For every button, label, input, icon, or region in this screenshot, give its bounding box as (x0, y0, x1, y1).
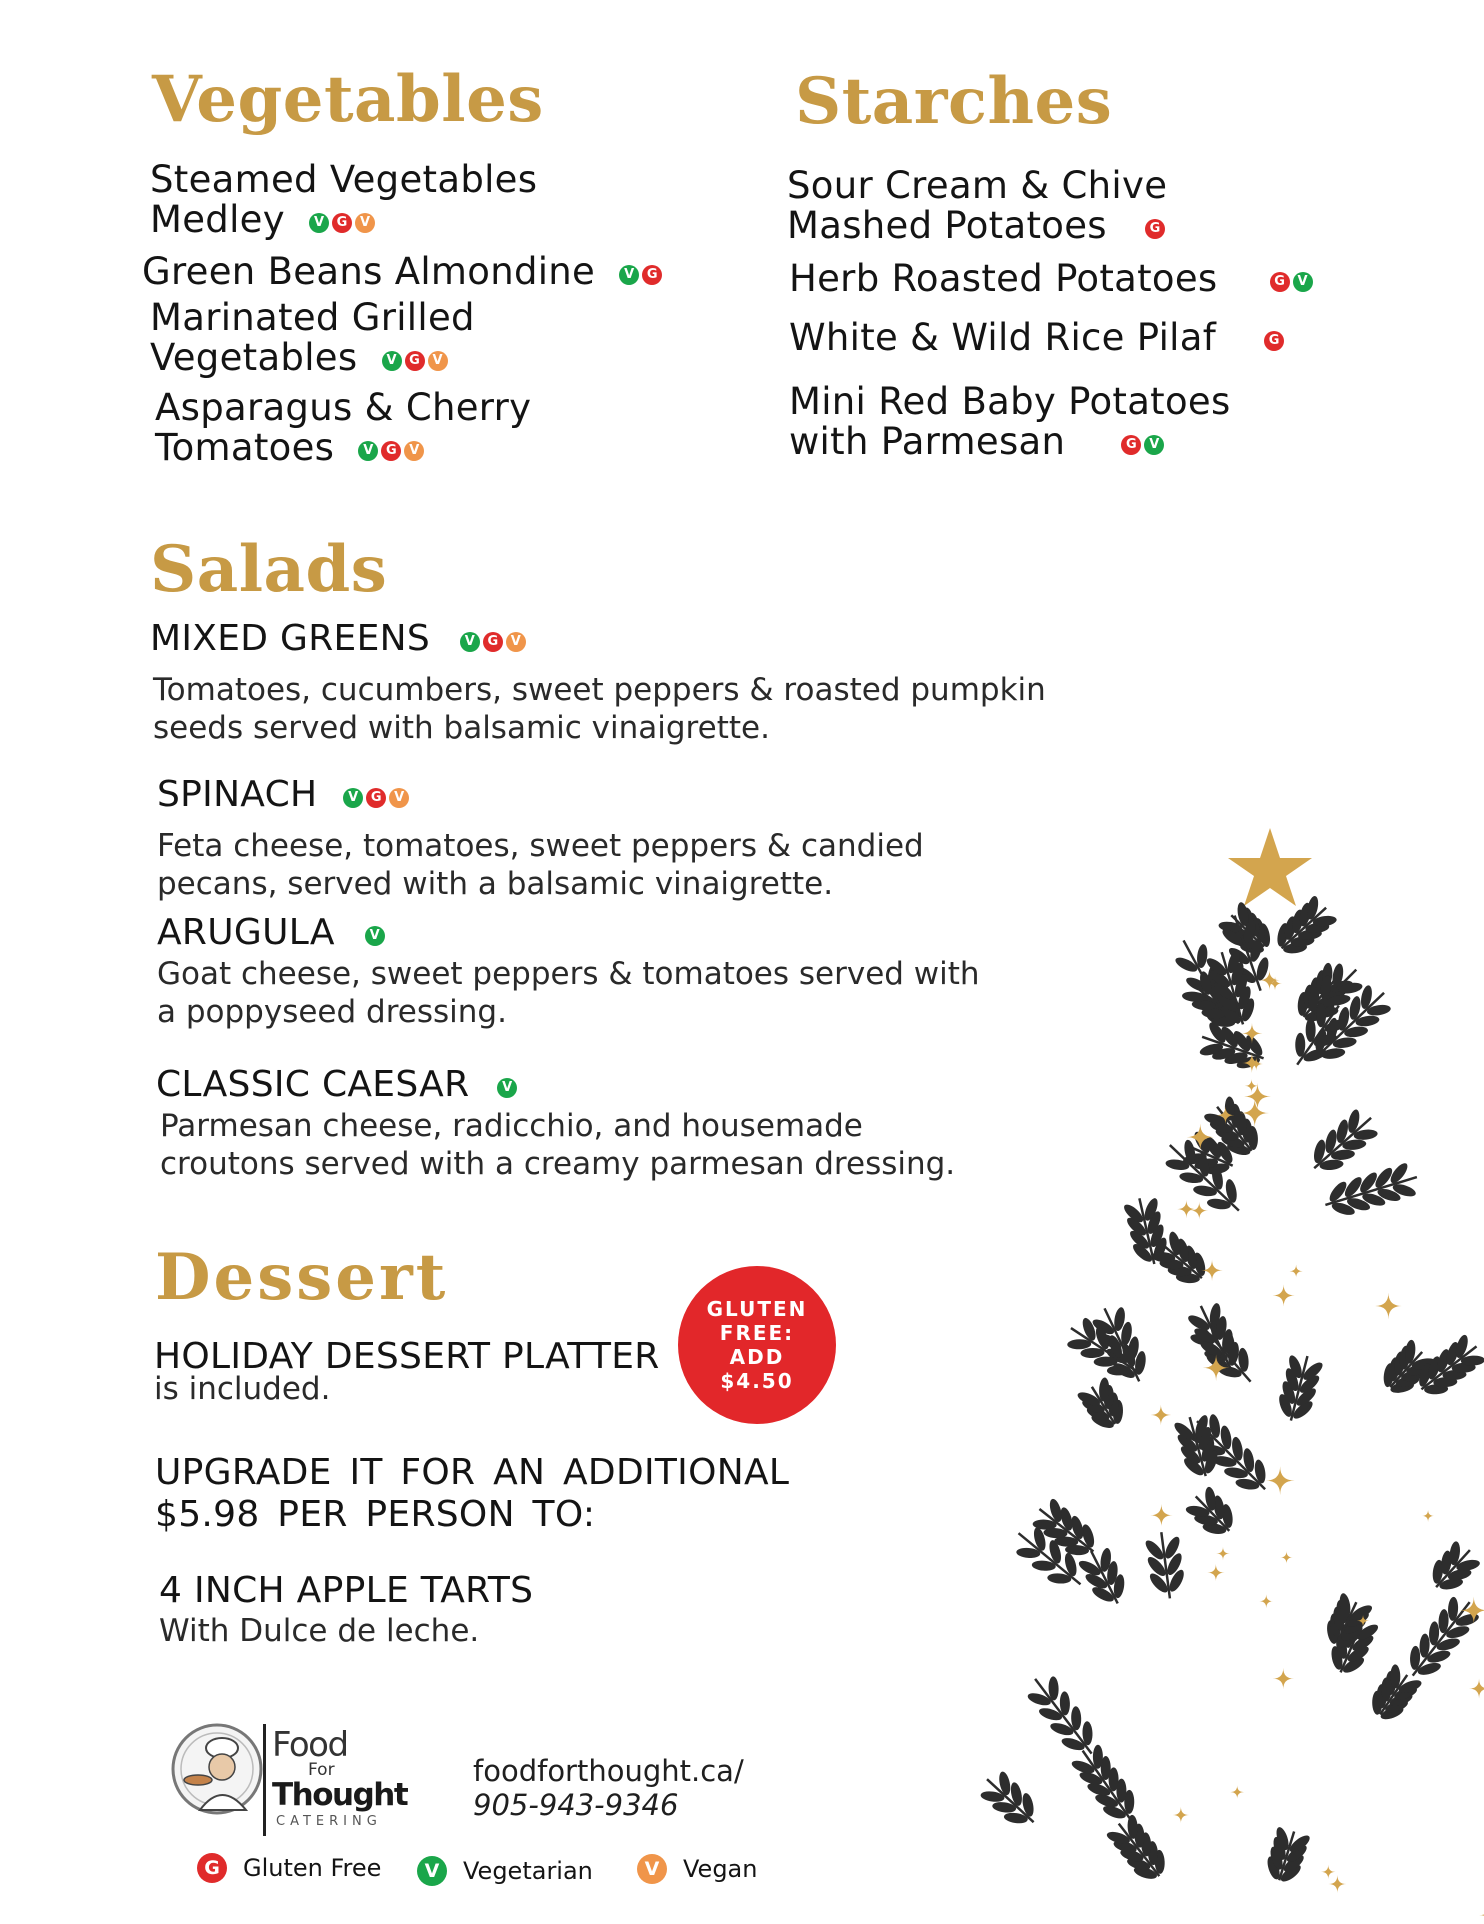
tree-branch (1181, 1482, 1244, 1545)
salad-spinach: SPINACH V G V Feta cheese, tomatoes, sweet peppers & candied pecans, served with a balsamic vinaigrette. (157, 774, 924, 902)
sparkle-star-icon (1273, 1668, 1294, 1689)
sparkle-star-icon (1321, 1865, 1336, 1880)
menu-item-steamed-vegetables: Steamed Vegetables Medley V G V (150, 158, 538, 241)
dessert-upgrade: UPGRADE IT FOR AN ADDITIONAL $5.98 PER PERSON TO: (155, 1452, 790, 1535)
tree-leaf (1416, 1661, 1442, 1678)
diet-badges (1264, 320, 1287, 360)
diet-badges (365, 914, 388, 955)
legend-gluten-free: G Gluten Free (197, 1853, 381, 1883)
diet-badges (1270, 261, 1316, 301)
vegetarian-icon: V (309, 213, 329, 233)
christmas-tree-illustration (940, 820, 1484, 1920)
gluten-free-icon: G (366, 788, 386, 808)
menu-item-green-beans: Green Beans Almondine V G (142, 252, 665, 294)
diet-badges (460, 620, 529, 661)
gluten-free-icon: G (1270, 272, 1290, 292)
diet-badges (358, 430, 427, 470)
vegetarian-icon: V (1144, 435, 1164, 455)
tree-branch (1196, 1018, 1271, 1077)
vegetarian-icon: V (365, 926, 385, 946)
sparkle-star-icon (1201, 1260, 1222, 1281)
vegetarian-icon: V (497, 1078, 517, 1098)
tree-leaf (1306, 1018, 1316, 1042)
sparkle-star-icon (1266, 1466, 1295, 1495)
tree-branch (1281, 994, 1355, 1076)
tree-leaf (1335, 1118, 1350, 1144)
sparkle-star-icon (1173, 1807, 1189, 1823)
starches-heading: Starches (795, 64, 1113, 139)
vegetarian-icon: V (358, 441, 378, 461)
tree-branch (973, 1765, 1047, 1837)
gluten-free-icon: G (405, 351, 425, 371)
tree-leaf (1323, 1128, 1338, 1154)
dessert-platter: HOLIDAY DESSERT PLATTER is included. (154, 1336, 660, 1407)
gluten-free-icon: G (642, 265, 662, 285)
diet-badges (343, 776, 412, 817)
tree-leaf (1316, 1003, 1326, 1027)
tree-leaf (1049, 1721, 1075, 1738)
sparkle-star-icon (1280, 1551, 1293, 1564)
sparkle-star-icon (1216, 1547, 1230, 1561)
diet-badges (382, 340, 451, 380)
legend-vegetarian: V Vegetarian (417, 1856, 593, 1886)
tree-branch (1266, 891, 1341, 965)
sparkle-star-icon (1479, 1902, 1484, 1920)
tree-leaf (1063, 1552, 1079, 1578)
tree-leaf (1426, 1648, 1452, 1665)
sparkle-star-icon (1273, 1284, 1295, 1306)
vegan-icon: V (506, 632, 526, 652)
vegan-icon: V (428, 351, 448, 371)
vegetarian-icon: V (382, 351, 402, 371)
tree-branch (1102, 1810, 1176, 1890)
menu-item-herb-roasted-potatoes: Herb Roasted Potatoes G V (789, 259, 1316, 301)
phone-number: 905-943-9346 (473, 1788, 679, 1822)
tree-branch (1301, 1103, 1384, 1183)
sparkle-star-icon (1190, 1202, 1208, 1220)
tree-leaf (1435, 1636, 1461, 1653)
gluten-free-icon: G (332, 213, 352, 233)
vegetarian-icon: V (417, 1856, 447, 1886)
salad-arugula: ARUGULA V Goat cheese, sweet peppers & tomatoes served with a poppyseed dressing. (157, 912, 980, 1030)
menu-item-rice-pilaf: White & Wild Rice Pilaf G (789, 318, 1287, 360)
sparkle-star-icon (1177, 1200, 1195, 1218)
tree-leaf (1093, 1745, 1103, 1769)
tree-leaf (1060, 1736, 1086, 1753)
logo-divider (263, 1724, 266, 1836)
sparkle-star-icon (1151, 1405, 1172, 1426)
gluten-free-icon: G (381, 441, 401, 461)
sparkle-star-icon (1150, 1504, 1173, 1527)
sparkle-star-icon (1230, 1785, 1244, 1799)
tree-branch (1421, 1536, 1484, 1600)
website-link[interactable]: foodforthought.ca/ (473, 1754, 744, 1788)
brand-logo: Food For Thought CATERING (272, 1725, 408, 1829)
salads-heading: Salads (150, 532, 388, 607)
vegan-icon: V (404, 441, 424, 461)
sparkle-star-icon (1328, 1875, 1346, 1893)
gluten-free-icon: G (197, 1853, 227, 1883)
vegan-icon: V (637, 1854, 667, 1884)
vegetarian-icon: V (619, 265, 639, 285)
diet-badges (1121, 424, 1167, 464)
legend-vegan: V Vegan (637, 1854, 757, 1884)
vegetarian-icon: V (343, 788, 363, 808)
tree-branch (1272, 1351, 1327, 1425)
sparkle-star-icon (1244, 1083, 1271, 1110)
tree-leaf (1346, 1108, 1361, 1134)
gluten-free-icon: G (1264, 331, 1284, 351)
tree-leaf (1295, 1033, 1305, 1057)
vegan-icon: V (355, 213, 375, 233)
diet-badges (1145, 208, 1168, 248)
tree-branch (1397, 1590, 1484, 1688)
menu-item-mashed-potatoes: Sour Cream & Chive Mashed Potatoes G (787, 164, 1168, 247)
tree-leaf (1445, 1624, 1471, 1641)
salad-classic-caesar: CLASSIC CAESAR V Parmesan cheese, radicchio, and housemade croutons served with a creamy parmesan dressing. (156, 1064, 956, 1182)
sparkle-star-icon (1375, 1293, 1402, 1320)
sparkle-star-icon (1469, 1679, 1484, 1699)
diet-badges (619, 254, 665, 294)
diet-badges (309, 202, 378, 242)
tree-leaf (1312, 1139, 1327, 1165)
chef-logo-icon (170, 1722, 265, 1817)
tree-leaf (1038, 1706, 1064, 1723)
menu-item-grilled-vegetables: Marinated Grilled Vegetables V G V (150, 296, 475, 379)
tree-top-star-icon (1228, 828, 1312, 906)
vegan-icon: V (389, 788, 409, 808)
salad-mixed-greens: MIXED GREENS V G V Tomatoes, cucumbers, sweet peppers & roasted pumpkin seeds served with balsamic vinaigrette. (150, 618, 1046, 746)
diet-badges (497, 1066, 520, 1107)
sparkle-star-icon (1259, 1594, 1273, 1608)
sparkle-star-icon (1422, 1510, 1434, 1522)
contact-info (473, 1754, 744, 1822)
gluten-free-icon: G (483, 632, 503, 652)
tree-branch (1259, 1823, 1314, 1888)
sparkle-star-icon (1207, 1564, 1224, 1581)
dessert-heading: Dessert (155, 1240, 449, 1315)
sparkle-star-icon (1290, 1265, 1303, 1278)
gluten-free-icon: G (1145, 219, 1165, 239)
menu-item-baby-potatoes: Mini Red Baby Potatoes with Parmesan G V (789, 380, 1231, 463)
tree-branch (1073, 1373, 1134, 1438)
tree-leaf (1026, 1691, 1052, 1708)
vegetables-heading: Vegetables (152, 62, 544, 137)
vegetarian-icon: V (460, 632, 480, 652)
vegetarian-icon: V (1293, 272, 1313, 292)
gluten-free-icon: G (1121, 435, 1141, 455)
menu-item-asparagus: Asparagus & Cherry Tomatoes V G V (155, 386, 532, 469)
dessert-apple-tarts: 4 INCH APPLE TARTS With Dulce de leche. (159, 1570, 534, 1649)
tree-branch (1141, 1530, 1189, 1601)
gluten-free-promo-badge: GLUTEN FREE: ADD $4.50 (678, 1266, 836, 1424)
